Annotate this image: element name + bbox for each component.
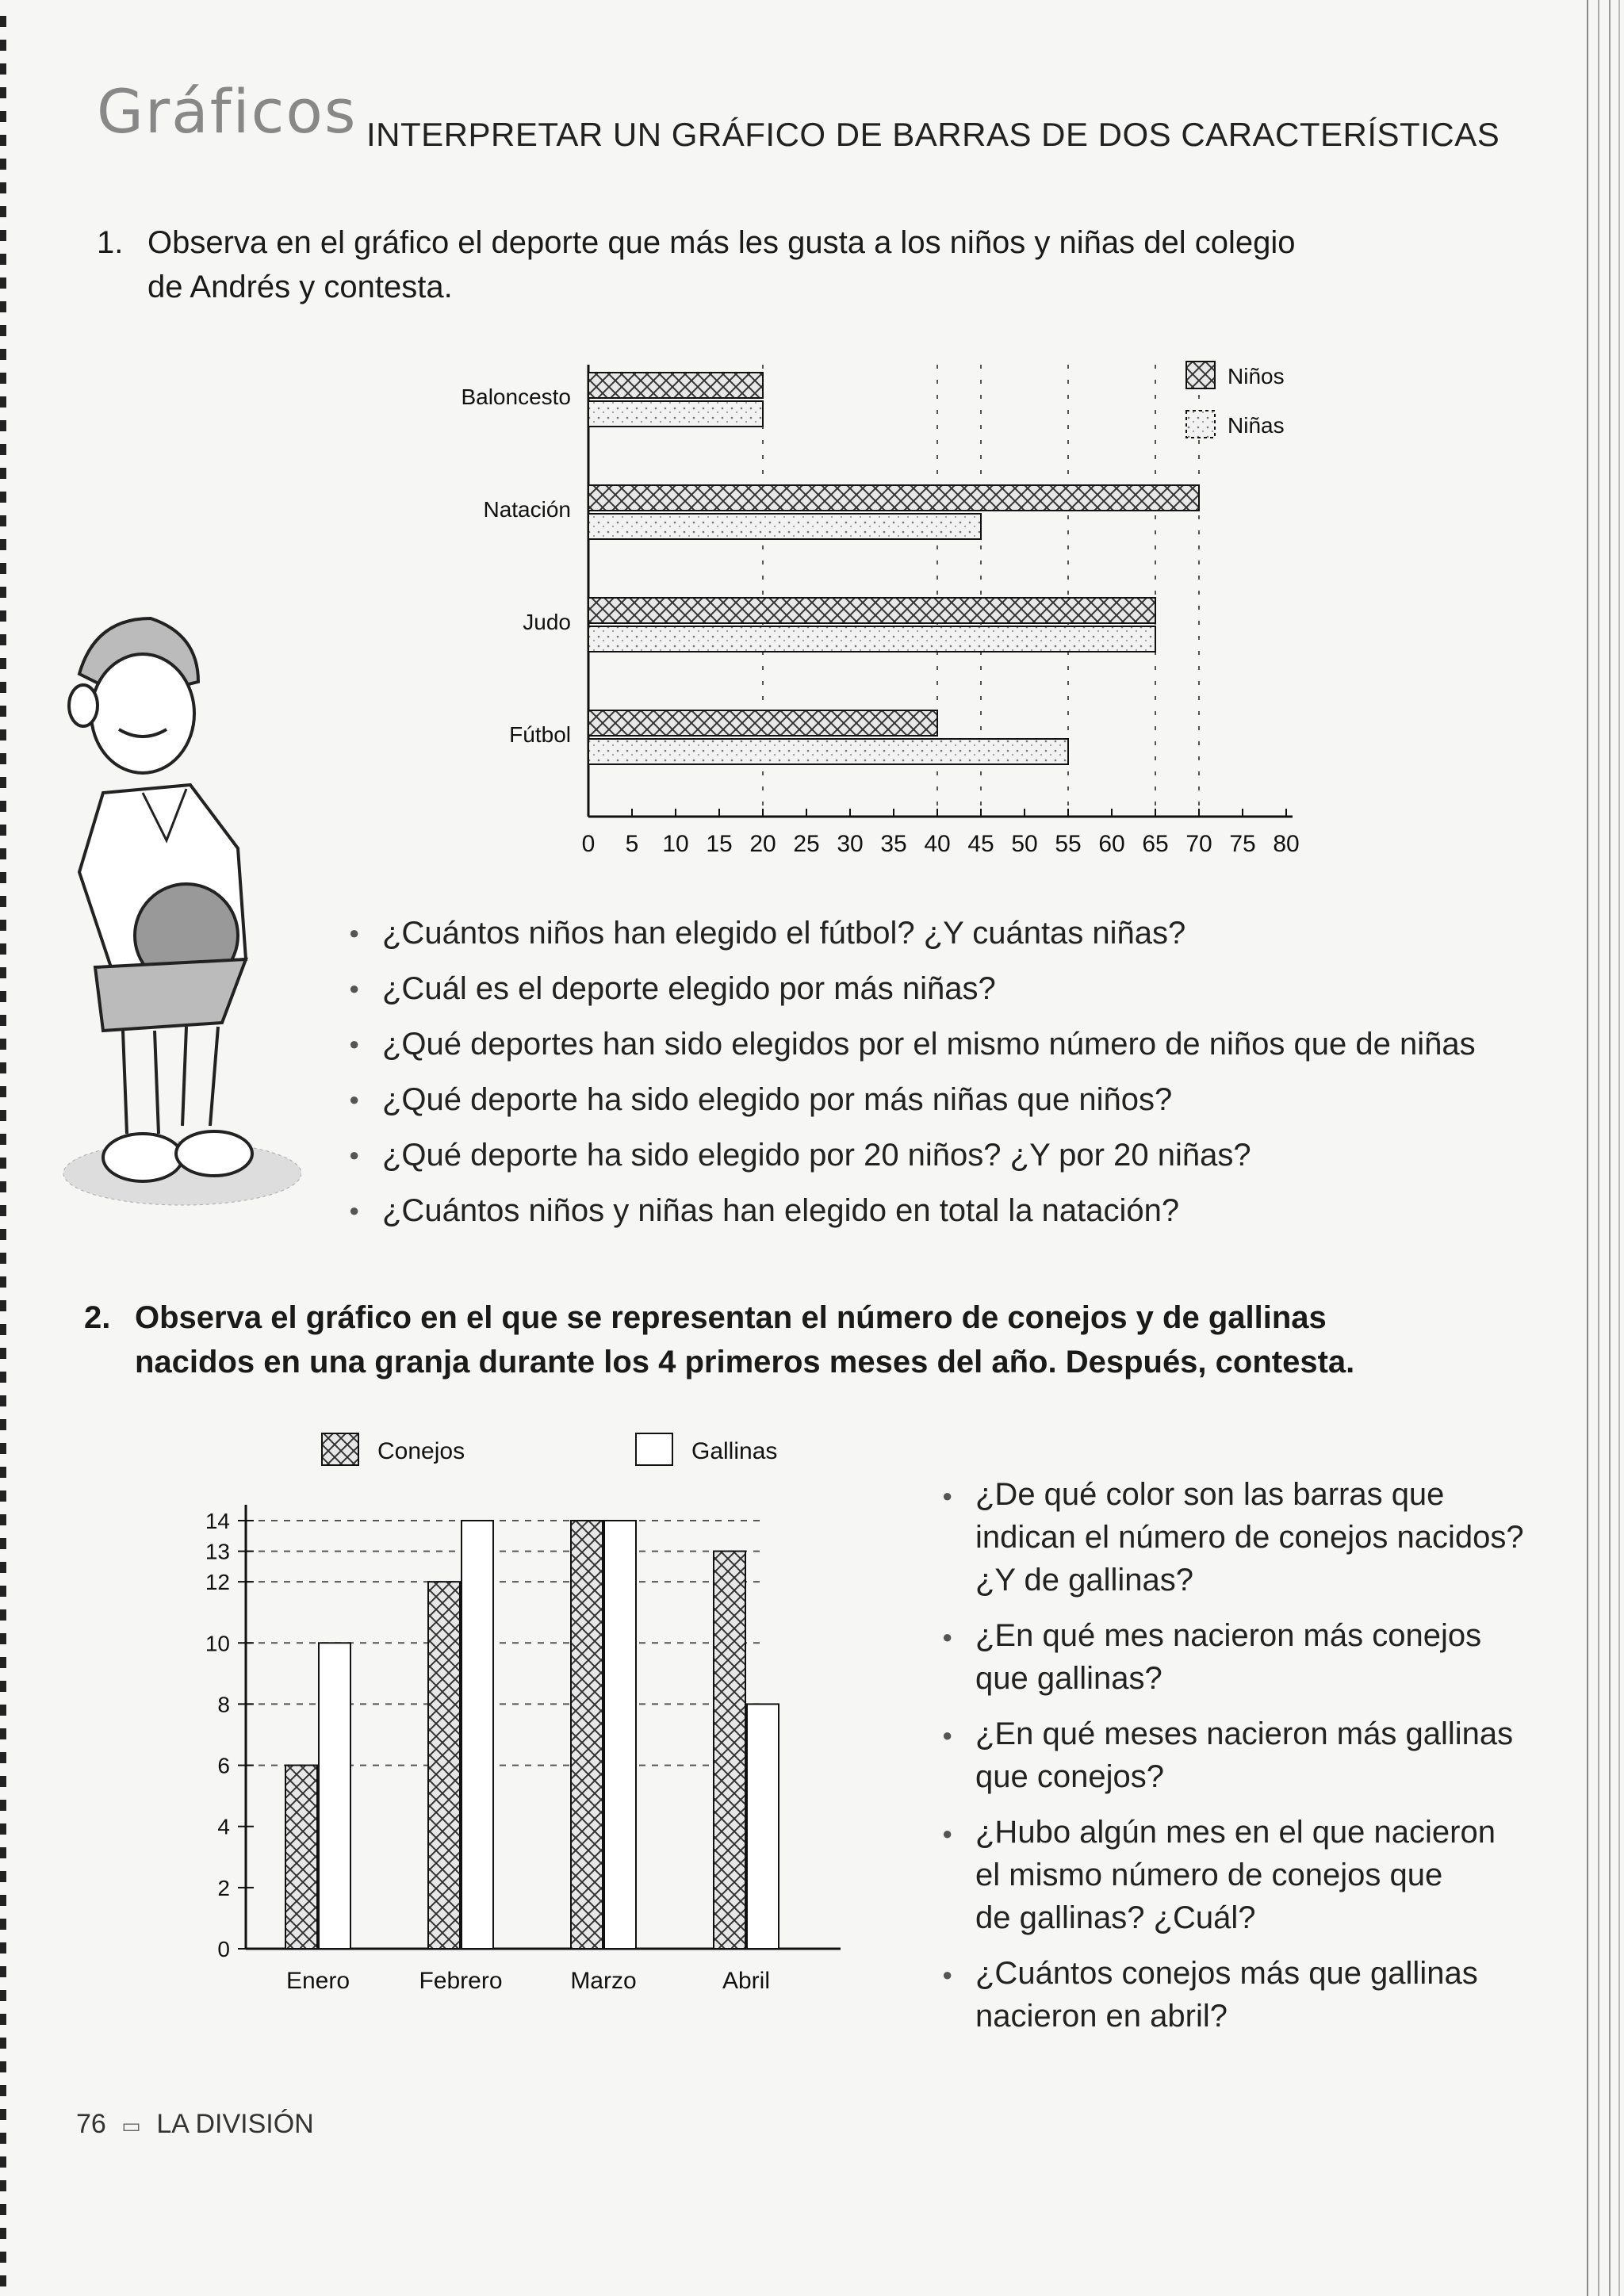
exercise2-prompt xyxy=(84,1295,1543,1384)
x-tick-label: 20 xyxy=(749,831,776,857)
bar-conejos-abril xyxy=(714,1552,745,1949)
question-item xyxy=(942,1952,1576,2038)
page-edge xyxy=(1580,0,1624,2296)
x-tick-label: 45 xyxy=(967,831,994,857)
x-tick-label: 5 xyxy=(625,831,639,857)
question-line: ¿En qué mes nacieron más conejos xyxy=(975,1618,1482,1653)
page-number: 76 xyxy=(76,2109,106,2139)
x-tick-label: 60 xyxy=(1098,831,1125,857)
legend-swatch-ninas xyxy=(1186,411,1215,438)
bullet-icon: ● xyxy=(349,978,360,998)
bullet-icon: ● xyxy=(349,1089,360,1109)
bullet-icon: ● xyxy=(349,1200,360,1220)
sports-bar-chart xyxy=(444,349,1380,872)
bullet-icon: ● xyxy=(942,1823,953,1843)
exercise1-prompt-line2: de Andrés y contesta. xyxy=(147,270,453,304)
question-line: nacieron en abril? xyxy=(975,1999,1228,2034)
question-line: ¿En qué meses nacieron más gallinas xyxy=(975,1716,1514,1751)
legend-label-conejos: Conejos xyxy=(377,1438,465,1464)
question-line: que conejos? xyxy=(975,1759,1164,1794)
page-subtitle: INTERPRETAR UN GRÁFICO DE BARRAS DE DOS CARACTERÍSTICAS xyxy=(366,116,1500,153)
y-tick-label: 8 xyxy=(217,1692,230,1717)
bar-ninos-baloncesto xyxy=(588,373,763,398)
x-tick-label: 75 xyxy=(1229,831,1256,857)
bar-gallinas-enero xyxy=(319,1643,350,1949)
bar-ninos-judo xyxy=(588,598,1155,623)
question-item xyxy=(349,1072,1586,1127)
question-line: ¿Cuántos conejos más que gallinas xyxy=(975,1956,1478,1991)
question-text: ¿Qué deporte ha sido elegido por más niñas que niños? xyxy=(382,1082,1173,1117)
x-tick-label: 0 xyxy=(581,831,596,857)
question-text: ¿Cuántos niños y niñas han elegido en total la natación? xyxy=(382,1193,1180,1228)
book-icon: ▭ xyxy=(121,2114,141,2137)
bar-gallinas-abril xyxy=(747,1704,779,1949)
bar-ninas-judo xyxy=(588,626,1155,652)
category-label-febrero: Febrero xyxy=(419,1968,503,1994)
farm-births-bar-chart xyxy=(182,1419,856,2053)
bar-ninas-futbol xyxy=(588,739,1068,764)
legend-label-gallinas: Gallinas xyxy=(691,1438,778,1464)
bullet-icon: ● xyxy=(349,1034,360,1054)
question-line: ¿De qué color son las barras que xyxy=(975,1477,1445,1512)
question-item xyxy=(349,1016,1586,1072)
section-name: LA DIVISIÓN xyxy=(156,2109,314,2139)
legend-label-ninas: Niñas xyxy=(1228,413,1285,438)
exercise2-prompt-line1: Observa el gráfico en el que se representan el número de conejos y de gallinas xyxy=(135,1300,1327,1335)
legend-swatch-gallinas xyxy=(636,1433,672,1465)
question-line: que gallinas? xyxy=(975,1661,1162,1696)
x-tick-label: 10 xyxy=(662,831,689,857)
y-tick-label: 6 xyxy=(217,1753,230,1778)
exercise2-number: 2. xyxy=(84,1300,111,1335)
bar-ninas-baloncesto xyxy=(588,401,763,427)
exercise1-number: 1. xyxy=(97,225,124,260)
question-text: ¿Cuántos niños han elegido el fútbol? ¿Y cuántas niñas? xyxy=(382,916,1186,951)
exercise1-prompt-line1: Observa en el gráfico el deporte que más les gusta a los niños y niñas del colegio xyxy=(147,225,1296,260)
question-item xyxy=(942,1473,1576,1601)
question-text: ¿Cuál es el deporte elegido por más niñas? xyxy=(382,971,996,1006)
x-tick-label: 70 xyxy=(1185,831,1212,857)
y-tick-label: 2 xyxy=(217,1875,230,1900)
exercise2-prompt-line2: nacidos en una granja durante los 4 primeros meses del año. Después, contesta. xyxy=(135,1345,1355,1380)
exercise1-questions xyxy=(349,905,1586,1238)
category-label-baloncesto: Baloncesto xyxy=(461,385,571,409)
x-tick-label: 55 xyxy=(1055,831,1082,857)
boy-with-ball-illustration xyxy=(48,603,301,1221)
bar-ninas-natacion xyxy=(588,514,981,539)
question-item xyxy=(942,1811,1576,1939)
y-tick-label: 12 xyxy=(205,1570,230,1595)
question-line: de gallinas? ¿Cuál? xyxy=(975,1900,1256,1935)
page-title: Gráficos xyxy=(97,76,358,147)
bar-gallinas-marzo xyxy=(604,1521,636,1949)
bullet-icon: ● xyxy=(349,923,360,943)
y-tick-label: 13 xyxy=(205,1539,230,1564)
bullet-icon: ● xyxy=(942,1965,953,1984)
page-footer xyxy=(76,2109,314,2140)
bullet-icon: ● xyxy=(349,1145,360,1165)
bullet-icon: ● xyxy=(942,1725,953,1745)
bar-ninos-natacion xyxy=(588,485,1199,511)
question-text: ¿Qué deportes han sido elegidos por el mismo número de niños que de niñas xyxy=(382,1027,1476,1062)
y-tick-label: 10 xyxy=(205,1631,230,1656)
question-item xyxy=(349,961,1586,1016)
bar-conejos-febrero xyxy=(428,1582,460,1949)
bar-gallinas-febrero xyxy=(462,1521,493,1949)
x-tick-label: 50 xyxy=(1011,831,1038,857)
question-line: el mismo número de conejos que xyxy=(975,1858,1443,1892)
y-tick-label: 14 xyxy=(205,1509,230,1533)
question-item xyxy=(942,1614,1576,1700)
category-label-futbol: Fútbol xyxy=(509,722,571,747)
category-label-enero: Enero xyxy=(285,1968,350,1994)
bar-conejos-marzo xyxy=(571,1521,603,1949)
category-label-marzo: Marzo xyxy=(570,1968,637,1994)
bullet-icon: ● xyxy=(942,1486,953,1506)
legend-swatch-ninos xyxy=(1186,362,1215,388)
x-tick-label: 65 xyxy=(1142,831,1169,857)
question-item xyxy=(349,1183,1586,1238)
question-text: ¿Qué deporte ha sido elegido por 20 niños? ¿Y por 20 niñas? xyxy=(382,1138,1251,1173)
bar-conejos-enero xyxy=(285,1766,317,1949)
legend-swatch-conejos xyxy=(322,1433,358,1465)
category-label-natacion: Natación xyxy=(483,497,571,522)
x-tick-label: 80 xyxy=(1273,831,1300,857)
bar-ninos-futbol xyxy=(588,710,937,736)
x-tick-label: 30 xyxy=(837,831,864,857)
question-item xyxy=(349,905,1586,961)
exercise2-questions xyxy=(942,1473,1576,2050)
question-item xyxy=(942,1712,1576,1798)
y-tick-label: 0 xyxy=(217,1937,230,1961)
x-tick-label: 40 xyxy=(924,831,951,857)
question-item xyxy=(349,1127,1586,1183)
x-tick-label: 25 xyxy=(793,831,820,857)
y-tick-label: 4 xyxy=(217,1814,230,1839)
exercise1-prompt xyxy=(97,220,1524,309)
x-tick-label: 35 xyxy=(880,831,907,857)
bullet-icon: ● xyxy=(942,1627,953,1647)
question-line: indican el número de conejos nacidos? xyxy=(975,1520,1524,1555)
category-label-judo: Judo xyxy=(523,610,571,634)
question-line: ¿Hubo algún mes en el que nacieron xyxy=(975,1815,1496,1850)
x-tick-label: 15 xyxy=(706,831,733,857)
legend-label-ninos: Niños xyxy=(1228,364,1285,388)
category-label-abril: Abril xyxy=(722,1968,771,1994)
question-line: ¿Y de gallinas? xyxy=(975,1563,1193,1598)
spiral-binding xyxy=(0,0,11,2296)
